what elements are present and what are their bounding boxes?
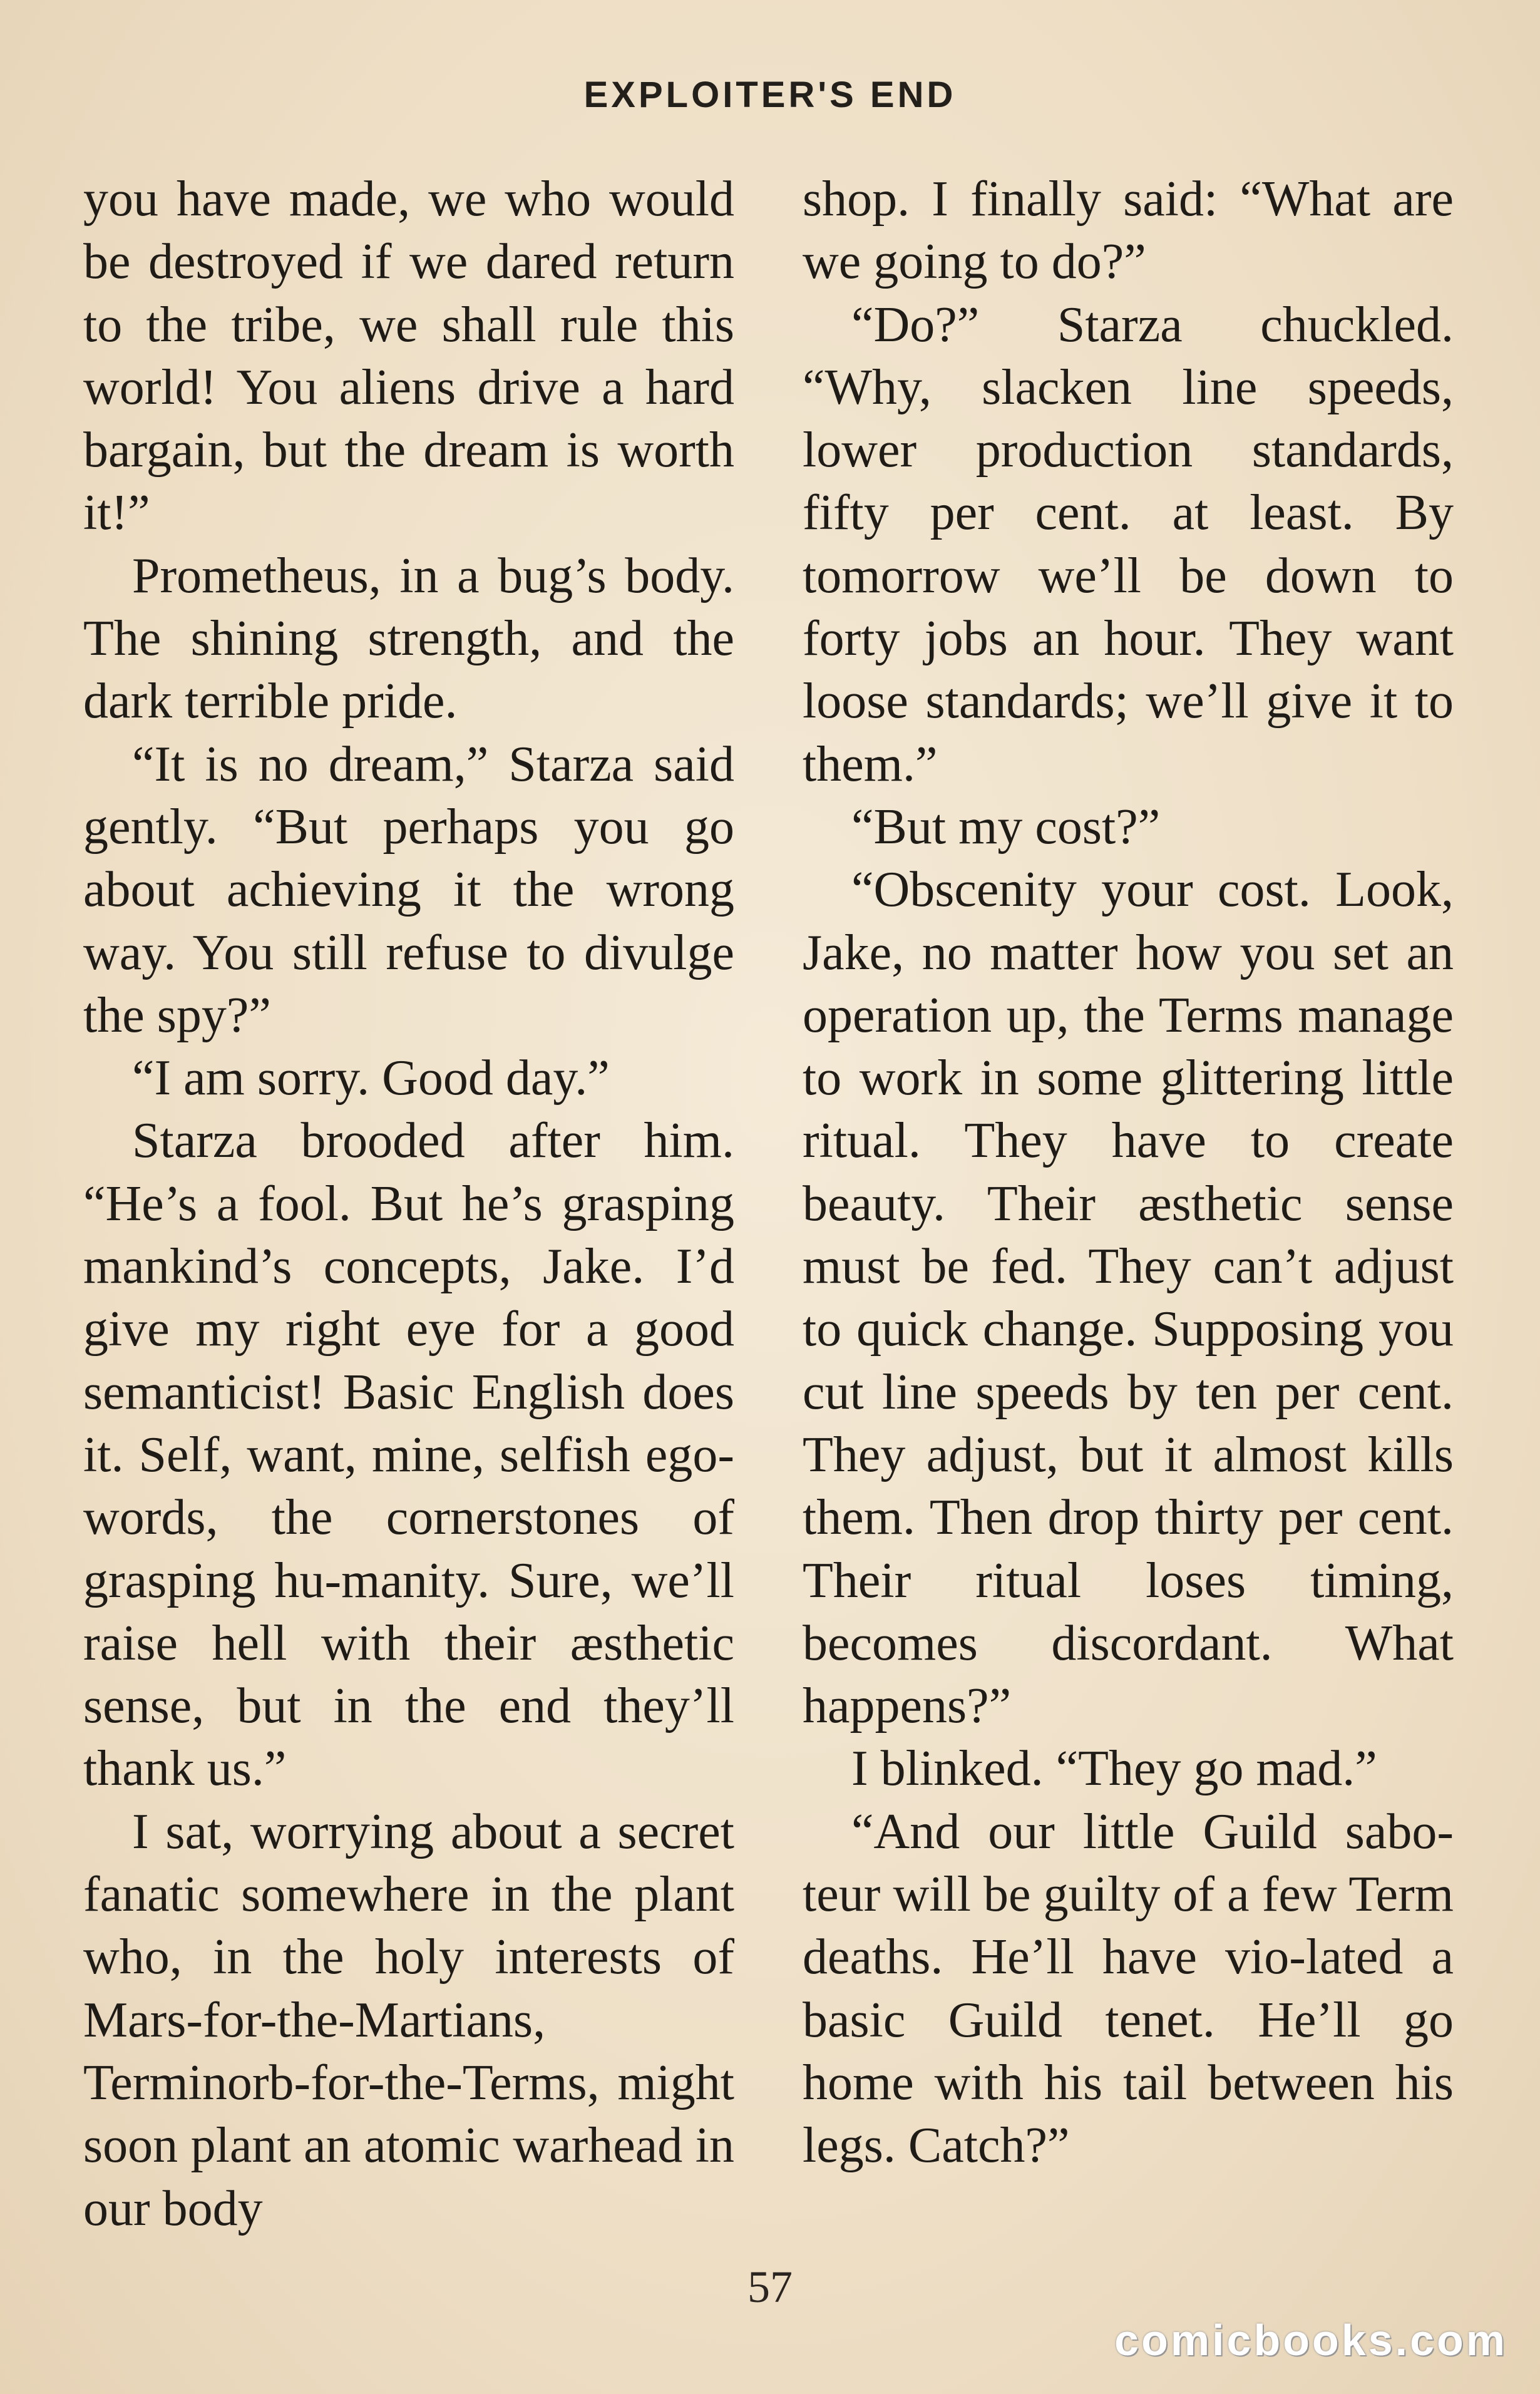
paragraph: Prometheus, in a bug’s body. The shining strength, and the dark terrible pride. bbox=[83, 548, 734, 729]
paragraph: you have made, we who would be destroyed if we dared return to the tribe, we shall rule this world! You aliens drive a hard bargain, but the dream is worth it!” bbox=[83, 172, 734, 541]
paragraph: “Do?” Starza chuckled. “Why, slacken line speeds, lower production standards, fifty per cent. at least. By tomorrow we’ll be down to forty jobs an hour. They want loose standards; we’ll give it to them.” bbox=[803, 297, 1454, 792]
paragraph: “I am sorry. Good day.” bbox=[132, 1051, 610, 1106]
page-number: 57 bbox=[747, 2262, 793, 2312]
watermark-logo: comicbooks.com bbox=[1114, 2316, 1507, 2365]
right-column bbox=[803, 168, 1454, 2177]
paragraph: Starza brooded after him. “He’s a fool. But he’s grasping mankind’s concepts, Jake. I’d give my right eye for a good semanticist! Basic English does it. Self, want, mine, selfish ego-words, the cornerstones of grasping hu-manity. Sure, we’ll raise hell with their æsthetic sense, but in the end they’ll thank us.” bbox=[83, 1113, 734, 1797]
running-head: EXPLOITER'S END bbox=[583, 74, 957, 115]
paragraph: shop. I finally said: “What are we going to do?” bbox=[803, 172, 1454, 290]
paragraph: I sat, worrying about a secret fanatic somewhere in the plant who, in the holy interests of Mars-for-the-Martians, Terminorb-for-the-Terms, might soon plant an atomic warhead in our body bbox=[83, 1804, 734, 2236]
paragraph: “But my cost?” bbox=[851, 799, 1161, 855]
paragraph: “It is no dream,” Starza said gently. “But perhaps you go about achieving it the wrong way. You still refuse to divulge the spy?” bbox=[83, 736, 734, 1043]
paragraph: “Obscenity your cost. Look, Jake, no matter how you set an operation up, the Terms manage to work in some glittering little ritual. They have to create beauty. Their æsthetic sense must be fed. They can’t adjust to quick change. Supposing you cut line speeds by ten per cent. They adjust, but it almost kills them. Then drop thirty per cent. Their ritual loses timing, becomes discordant. What happens?” bbox=[803, 862, 1454, 1734]
paragraph: “And our little Guild sabo-teur will be guilty of a few Term deaths. He’ll have vio-lated a basic Guild tenet. He’ll go home with his tail between his legs. Catch?” bbox=[803, 1804, 1454, 2174]
paragraph: I blinked. “They go mad.” bbox=[851, 1741, 1377, 1797]
left-column bbox=[83, 168, 734, 2240]
